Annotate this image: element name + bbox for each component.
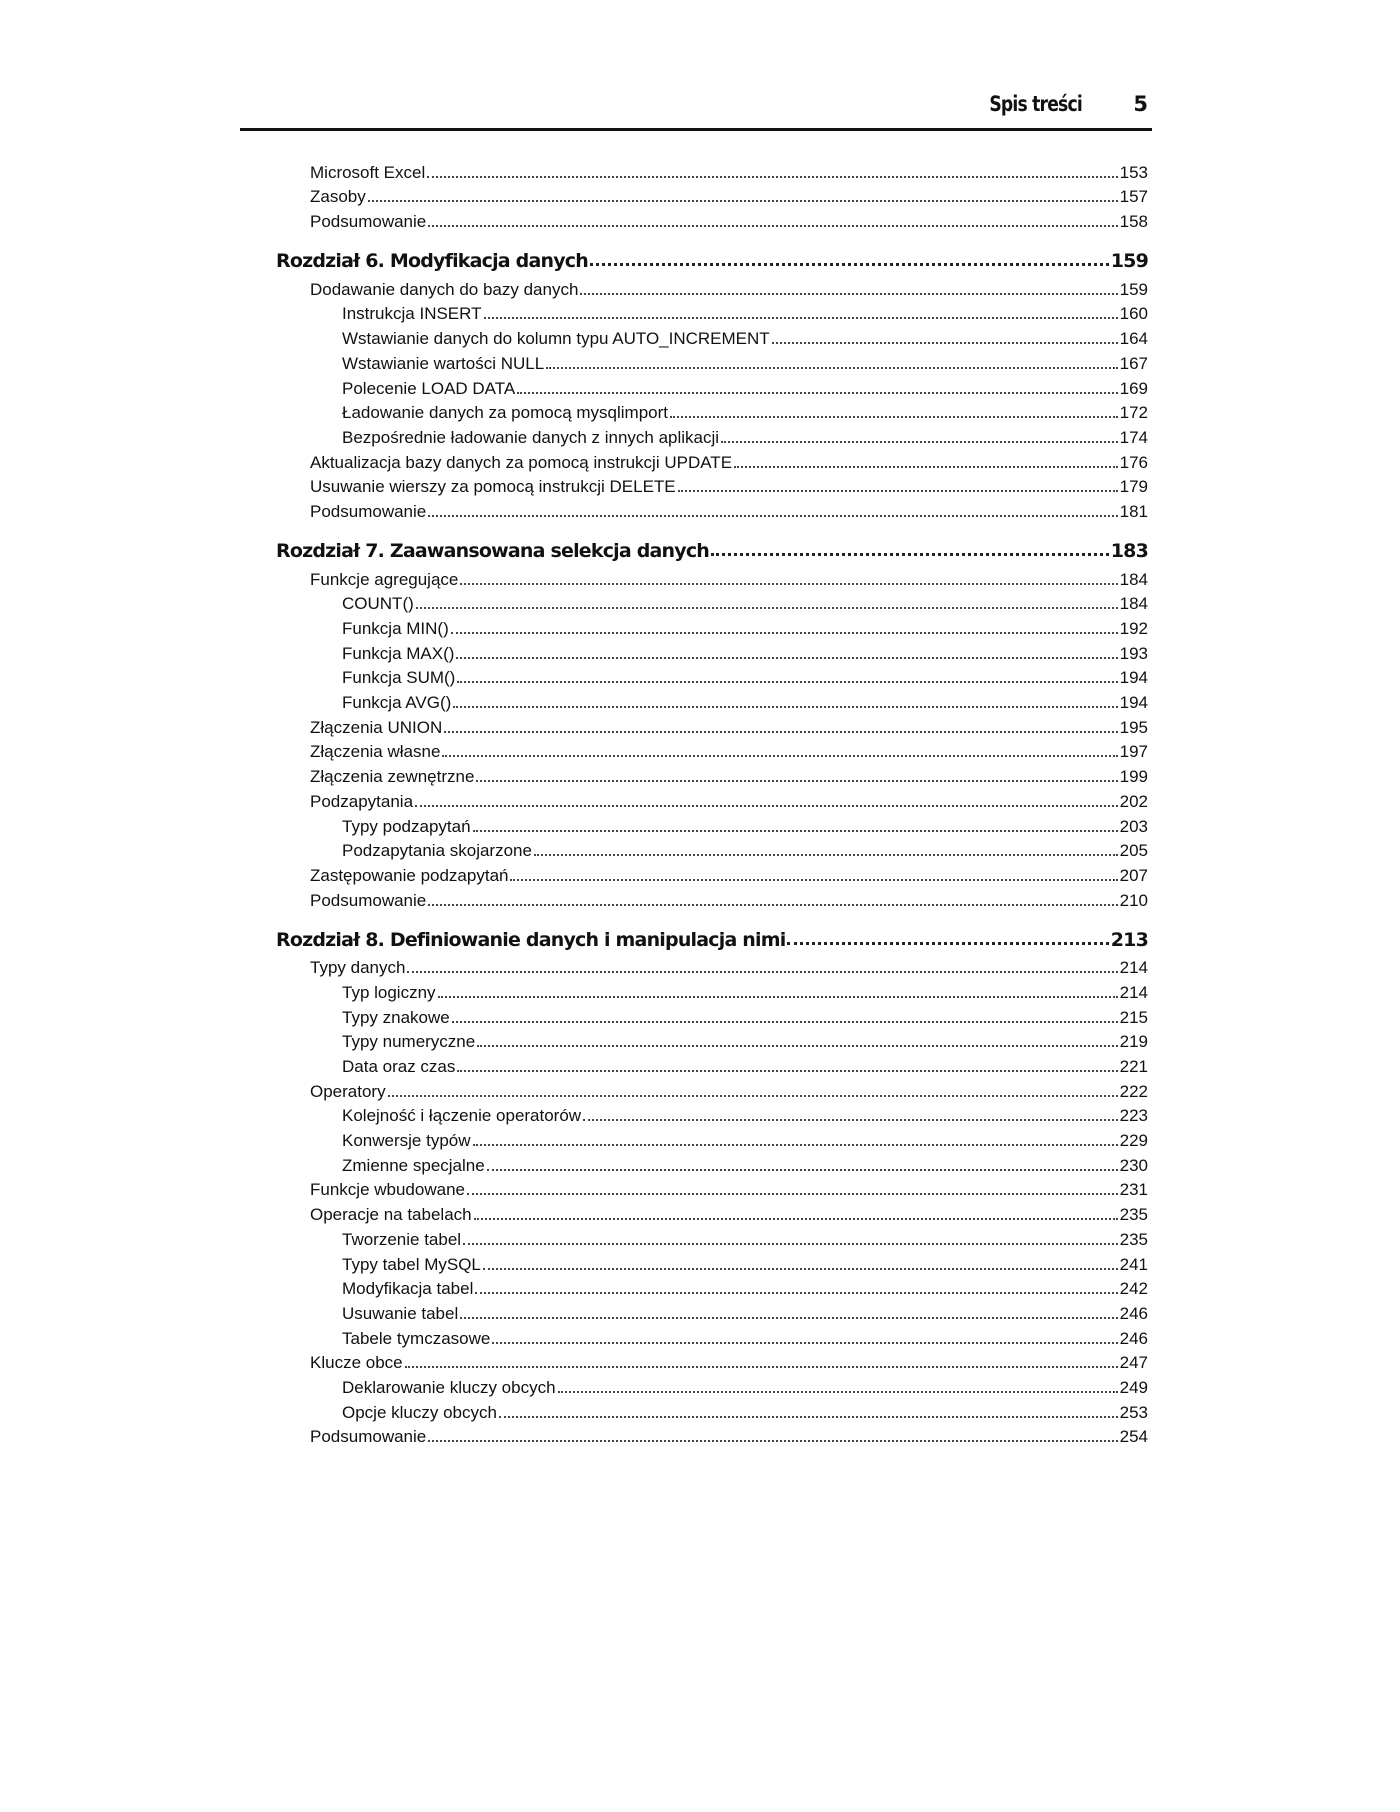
toc-entry-page: 167 — [1119, 353, 1148, 373]
toc-entry-page: 213 — [1110, 928, 1148, 951]
toc-entry — [276, 954, 1148, 979]
toc-entry-title: Klucze obce — [310, 1353, 403, 1373]
toc-entry-page: 214 — [1119, 982, 1148, 1002]
toc-entry-title: Zmienne specjalne — [342, 1155, 485, 1175]
toc-entry — [276, 349, 1148, 374]
toc-entry — [276, 448, 1148, 473]
toc-entry-title: Tabele tymczasowe — [342, 1328, 491, 1348]
toc-entry — [276, 1299, 1148, 1324]
toc-entry — [276, 1028, 1148, 1053]
toc-entry — [276, 861, 1148, 886]
toc-entry-page: 184 — [1119, 569, 1148, 589]
dot-leader — [734, 466, 1118, 468]
toc-entry-page: 219 — [1119, 1032, 1148, 1052]
dot-leader — [453, 706, 1117, 708]
toc-entry-title: Funkcja SUM() — [342, 668, 456, 688]
dot-leader — [475, 1292, 1117, 1294]
dot-leader — [534, 854, 1118, 856]
toc-entry-title: Usuwanie wierszy za pomocą instrukcji DELETE — [310, 477, 676, 497]
dot-leader — [492, 1342, 1117, 1344]
toc-entry-page: 222 — [1119, 1081, 1148, 1101]
toc-entry — [276, 738, 1148, 763]
dot-leader — [407, 971, 1117, 973]
toc-entry-title: Typy tabel MySQL — [342, 1254, 481, 1274]
dot-leader — [368, 200, 1118, 202]
dot-leader — [510, 879, 1117, 881]
toc-entry — [276, 762, 1148, 787]
dot-leader — [438, 996, 1118, 998]
toc-entry-title: Polecenie LOAD DATA — [342, 378, 516, 398]
toc-entry — [276, 423, 1148, 448]
toc-entry-title: Podzapytania skojarzone — [342, 841, 532, 861]
toc-entry-page: 158 — [1119, 212, 1148, 232]
toc-entry-page: 253 — [1119, 1402, 1148, 1422]
toc-entry — [276, 713, 1148, 738]
toc-entry-title: Funkcje agregujące — [310, 569, 459, 589]
toc-entry-title: Kolejność i łączenie operatorów — [342, 1106, 582, 1126]
running-header — [240, 90, 1152, 131]
dot-leader — [456, 657, 1117, 659]
toc-entry — [276, 275, 1148, 300]
toc-entry — [276, 1003, 1148, 1028]
toc-entry-title: Rozdział 6. Modyfikacja danych — [276, 250, 588, 273]
toc-entry-title: Bezpośrednie ładowanie danych z innych aplikacji — [342, 427, 720, 447]
toc-entry-page: 205 — [1119, 841, 1148, 861]
dot-leader — [457, 1070, 1117, 1072]
toc-entry — [276, 886, 1148, 911]
toc-entry-page: 197 — [1119, 742, 1148, 762]
toc-entry-page: 202 — [1119, 791, 1148, 811]
toc-entry-page: 160 — [1119, 304, 1148, 324]
toc-entry-page: 183 — [1110, 539, 1148, 562]
toc-entry-title: Tworzenie tabel — [342, 1229, 462, 1249]
toc-entry-title: Złączenia zewnętrzne — [310, 767, 475, 787]
toc-entry-title: Typy danych — [310, 958, 406, 978]
toc-entry-title: Data oraz czas — [342, 1057, 456, 1076]
toc-entry — [276, 497, 1148, 522]
toc-entry-page: 159 — [1110, 250, 1148, 273]
toc-entry-title: Wstawianie danych do kolumn typu AUTO_INCREMENT — [342, 329, 770, 349]
dot-leader — [473, 830, 1118, 832]
table-of-contents — [276, 158, 1148, 1447]
dot-leader — [405, 1366, 1118, 1368]
dot-leader — [428, 904, 1117, 906]
dot-leader — [670, 416, 1118, 418]
toc-entry — [276, 1052, 1148, 1077]
toc-entry-title: Funkcja MIN() — [342, 619, 449, 638]
dot-leader — [558, 1391, 1118, 1393]
toc-entry — [276, 207, 1148, 232]
toc-chapter-entry — [276, 242, 1148, 271]
toc-entry — [276, 1275, 1148, 1300]
toc-entry-page: 230 — [1119, 1155, 1148, 1175]
dot-leader — [476, 780, 1117, 782]
toc-entry — [276, 1225, 1148, 1250]
dot-leader — [452, 1021, 1118, 1023]
toc-entry-page: 207 — [1119, 865, 1148, 885]
toc-entry-page: 159 — [1119, 279, 1148, 299]
toc-entry — [276, 1423, 1148, 1448]
toc-entry — [276, 1077, 1148, 1102]
dot-leader — [463, 1243, 1118, 1245]
toc-entry-page: 194 — [1119, 668, 1148, 688]
toc-entry-page: 249 — [1119, 1377, 1148, 1397]
dot-leader — [487, 1169, 1118, 1171]
dot-leader — [477, 1045, 1117, 1047]
toc-entry — [276, 1373, 1148, 1398]
toc-entry-title: Konwersje typów — [342, 1131, 471, 1151]
dot-leader — [460, 1317, 1117, 1319]
toc-entry-page: 214 — [1119, 958, 1148, 978]
dot-leader — [484, 317, 1118, 319]
toc-entry-page: 235 — [1119, 1205, 1148, 1225]
dot-leader — [442, 755, 1117, 757]
toc-entry — [276, 1200, 1148, 1225]
toc-entry — [276, 1324, 1148, 1349]
toc-entry-title: Podzapytania — [310, 791, 414, 811]
toc-entry — [276, 978, 1148, 1003]
toc-entry-page: 157 — [1119, 187, 1148, 207]
toc-entry — [276, 590, 1148, 615]
toc-entry-title: Funkcja AVG() — [342, 693, 452, 713]
toc-entry — [276, 374, 1148, 399]
toc-entry — [276, 183, 1148, 208]
toc-entry — [276, 614, 1148, 639]
dot-leader — [416, 607, 1118, 609]
toc-entry-page: 235 — [1119, 1229, 1148, 1249]
toc-entry-page: 241 — [1119, 1254, 1148, 1274]
toc-entry-page: 195 — [1119, 717, 1148, 737]
dot-leader — [590, 263, 1109, 266]
toc-entry — [276, 1398, 1148, 1423]
toc-entry-page: 231 — [1119, 1180, 1148, 1200]
dot-leader — [474, 1218, 1118, 1220]
toc-entry — [276, 664, 1148, 689]
toc-entry-page: 193 — [1119, 643, 1148, 663]
page-number: 5 — [1133, 92, 1148, 116]
dot-leader — [580, 293, 1117, 295]
toc-entry — [276, 1151, 1148, 1176]
toc-entry-page: 199 — [1119, 767, 1148, 787]
toc-entry — [276, 787, 1148, 812]
toc-entry-title: Złączenia własne — [310, 742, 441, 762]
toc-chapter-entry — [276, 921, 1148, 950]
toc-entry-page: 174 — [1119, 427, 1148, 447]
toc-entry-title: Wstawianie wartości NULL — [342, 353, 545, 373]
toc-entry-title: Ładowanie danych za pomocą mysqlimport — [342, 403, 669, 423]
toc-entry — [276, 1102, 1148, 1127]
dot-leader — [428, 515, 1117, 517]
toc-entry-title: Złączenia UNION — [310, 717, 443, 737]
toc-entry-title: Zasoby — [310, 187, 366, 207]
toc-entry-title: Podsumowanie — [310, 212, 427, 232]
dot-leader — [517, 392, 1117, 394]
toc-entry-page: 192 — [1119, 619, 1148, 638]
toc-entry — [276, 837, 1148, 862]
toc-entry-title: Dodawanie danych do bazy danych — [310, 279, 579, 299]
toc-entry-page: 181 — [1119, 501, 1148, 521]
toc-entry-title: Typy numeryczne — [342, 1032, 476, 1052]
toc-entry-title: Funkcje wbudowane — [310, 1180, 465, 1200]
toc-entry — [276, 324, 1148, 349]
toc-entry — [276, 473, 1148, 498]
toc-chapter-entry — [276, 532, 1148, 561]
toc-entry-page: 223 — [1119, 1106, 1148, 1126]
toc-entry-title: Funkcja MAX() — [342, 643, 455, 663]
toc-entry-page: 203 — [1119, 816, 1148, 836]
toc-entry-title: Operacje na tabelach — [310, 1205, 472, 1225]
toc-entry-title: Deklarowanie kluczy obcych — [342, 1377, 556, 1397]
dot-leader — [711, 553, 1109, 556]
toc-entry — [276, 565, 1148, 590]
toc-entry-title: Rozdział 8. Definiowanie danych i manipulacja nimi — [276, 928, 786, 951]
toc-entry-title: Opcje kluczy obcych — [342, 1402, 497, 1422]
toc-entry — [276, 812, 1148, 837]
toc-entry-page: 194 — [1119, 693, 1148, 713]
toc-entry-page: 215 — [1119, 1007, 1148, 1027]
dot-leader — [787, 942, 1108, 945]
toc-entry — [276, 300, 1148, 325]
toc-entry-title: Instrukcja INSERT — [342, 304, 482, 324]
toc-entry-title: Podsumowanie — [310, 501, 427, 521]
dot-leader — [678, 490, 1118, 492]
toc-entry-title: Aktualizacja bazy danych za pomocą instrukcji UPDATE — [310, 452, 733, 472]
toc-entry-title: Typy podzapytań — [342, 816, 471, 836]
toc-entry — [276, 158, 1148, 183]
dot-leader — [483, 1268, 1118, 1270]
toc-entry-page: 254 — [1119, 1427, 1148, 1447]
toc-entry-page: 246 — [1119, 1328, 1148, 1348]
toc-entry-title: Rozdział 7. Zaawansowana selekcja danych — [276, 539, 710, 562]
toc-entry — [276, 399, 1148, 424]
toc-entry — [276, 688, 1148, 713]
toc-entry-title: Zastępowanie podzapytań — [310, 865, 509, 885]
dot-leader — [473, 1144, 1118, 1146]
dot-leader — [451, 632, 1118, 634]
toc-entry-title: Modyfikacja tabel — [342, 1279, 474, 1299]
toc-entry — [276, 639, 1148, 664]
toc-entry-page: 210 — [1119, 890, 1148, 910]
dot-leader — [388, 1095, 1118, 1097]
toc-entry-title: Microsoft Excel — [310, 162, 426, 182]
toc-entry-page: 179 — [1119, 477, 1148, 497]
toc-entry-page: 153 — [1119, 162, 1148, 182]
toc-entry-page: 176 — [1119, 452, 1148, 472]
dot-leader — [457, 681, 1117, 683]
dot-leader — [460, 583, 1117, 585]
dot-leader — [546, 367, 1117, 369]
dot-leader — [721, 441, 1118, 443]
dot-leader — [428, 1440, 1117, 1442]
toc-entry-page: 172 — [1119, 403, 1148, 423]
toc-entry-page: 246 — [1119, 1303, 1148, 1323]
toc-entry-page: 169 — [1119, 378, 1148, 398]
toc-entry-title: Usuwanie tabel — [342, 1303, 459, 1323]
dot-leader — [415, 805, 1118, 807]
toc-entry-title: Operatory — [310, 1081, 386, 1101]
toc-entry-title: Podsumowanie — [310, 1427, 427, 1447]
dot-leader — [499, 1416, 1118, 1418]
toc-entry-page: 242 — [1119, 1279, 1148, 1299]
toc-entry-page: 184 — [1119, 594, 1148, 614]
toc-entry — [276, 1250, 1148, 1275]
toc-entry-title: Podsumowanie — [310, 890, 427, 910]
toc-entry-page: 229 — [1119, 1131, 1148, 1151]
dot-leader — [427, 176, 1117, 178]
toc-entry-page: 247 — [1119, 1353, 1148, 1373]
toc-entry — [276, 1176, 1148, 1201]
toc-entry-title: COUNT() — [342, 594, 414, 614]
toc-entry-page: 164 — [1119, 329, 1148, 349]
toc-entry-page: 221 — [1119, 1057, 1148, 1076]
dot-leader — [444, 731, 1117, 733]
section-title: Spis treści — [989, 92, 1082, 116]
toc-entry-title: Typy znakowe — [342, 1007, 450, 1027]
dot-leader — [428, 225, 1117, 227]
toc-entry — [276, 1126, 1148, 1151]
toc-entry — [276, 1349, 1148, 1374]
dot-leader — [467, 1193, 1118, 1195]
toc-entry-title: Typ logiczny — [342, 982, 436, 1002]
dot-leader — [583, 1119, 1118, 1121]
dot-leader — [772, 342, 1118, 344]
